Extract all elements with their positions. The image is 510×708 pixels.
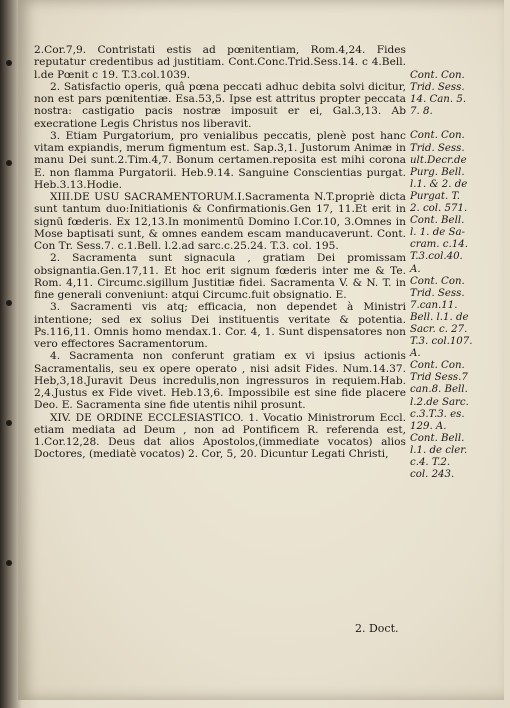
- binding-dot: [6, 420, 12, 426]
- margin-note-line: 14. Can. 5.: [410, 94, 467, 106]
- catchword: 2. Doct.: [355, 622, 399, 635]
- margin-note-line: Cont. Bell.: [410, 215, 465, 227]
- margin-note-line: [410, 118, 502, 130]
- margin-notes: [410, 70, 502, 481]
- margin-note-line: Cont. Con.: [410, 70, 465, 81]
- paragraph: 2.Cor.7,9. Contristati estis ad pœnitentiam, Rom.4,24. Fides reputatur credentibus ad justitiam. Cont.Conc.Trid.Sess.14. c 4.Bell. l.de Pœnit c 19. T.3.col.1039.: [34, 44, 406, 81]
- margin-note-line: Cont. Bell.: [410, 432, 465, 444]
- main-text-column: [34, 44, 406, 461]
- paragraph: 2. Sacramenta sunt signacula , gratiam Dei promissam obsignantia.Gen.17,11. Et hoc erit signum fœderis inter me & Te. Rom. 4,11. Circumc.sigillum Justitiæ fidei. Sacramenta V. & N. T. in fine generali conveniunt: atqui Circumc.fuit obsignatio. E.: [34, 252, 406, 301]
- paragraph: 2. Satisfactio operis, quâ pœna peccati adhuc debita solvi dicitur, non est pars pœnitentiæ. Esa.53,5. Ipse est attritus propter peccata nostra: castigatio pacis nostræ imposuit er ei, Gal.3,13. Ab execratione Legis Christus nos liberavit.: [34, 80, 406, 130]
- margin-note-line: c.3.T.3. es.: [410, 408, 465, 420]
- margin-note-line: col. 243.: [410, 469, 455, 481]
- margin-note-line: Trid. Sess.: [410, 142, 465, 154]
- paragraph: 4. Sacramenta non conferunt gratiam ex vi ipsius actionis Sacramentalis, seu ex opere operato , nisi adsit Fides. Num.14.37. Heb,3,18.Juravit Deus incredulis,non ingressuros in requiem.Hab. 2,4.Justus ex Fide vivet. Heb.13,6. Impossibile est sine fide placere Deo. E. Sacramenta sine fide utentis nihil prosunt.: [34, 350, 406, 412]
- margin-note-line: ult.Decr.de: [410, 154, 467, 166]
- margin-note-line: 7. 8.: [410, 106, 433, 118]
- margin-note-line: l. 1. de Sa-: [410, 227, 465, 239]
- margin-note-line: c.4. T.2.: [410, 457, 451, 468]
- section-heading-paragraph: XIV. DE ORDINE ECCLESIASTICO. 1. Vocatio Ministrorum Eccl. etiam mediata ad Deum , non ad Pontificem R. referenda est, 1.Cor.12,28. Deus dat alios Apostolos,(immediate vocatos) alios Doctores, (mediatè vocatos) 2. Cor, 5, 20. Dicuntur Legati Christi,: [34, 411, 406, 461]
- margin-note-line: 7.can.11.: [410, 299, 458, 311]
- margin-note-line: Cont. Con.: [410, 130, 465, 142]
- margin-note-line: T.3. col.107.: [410, 336, 473, 348]
- margin-note-line: l.1. & 2. de: [410, 178, 468, 190]
- binding-dot: [6, 60, 12, 66]
- section-heading-paragraph: XIII.DE USU SACRAMENTORUM.I.Sacramenta N.T.propriè dicta sunt tantum duo:Initiationis & Confirmationis.Gen 17, 11.Et erit in signū fœderis. Ex 12,13.In monimentū Domino I.Cor.10, 3.Omnes in Mose baptisati sunt, & omnes eandem escam manducaverunt. Cont. Con Tr. Sess.7. c.1.Bell. l.2.ad sarc.c.25.24. T.3. col. 195.: [34, 191, 406, 252]
- margin-note-line: l.2.de Sarc.: [410, 396, 469, 408]
- binding-dot: [6, 560, 12, 566]
- margin-note-line: 129. A.: [410, 420, 447, 432]
- margin-note-line: Purgat. T.: [410, 190, 460, 202]
- margin-note-line: l.1. de cler.: [410, 444, 468, 456]
- margin-note-line: cram. c.14.: [410, 239, 468, 251]
- margin-note-line: can.8. Bell.: [410, 384, 468, 396]
- binding-dot: [6, 300, 12, 306]
- margin-note-line: A.: [410, 348, 421, 360]
- gutter-binding: [4, 0, 16, 708]
- paragraph: 3. Etiam Purgatorium, pro venialibus peccatis, plenè post hanc vitam expiandis, merum figmentum est. Sap.3,1. Justorum Animæ in manu Dei sunt.2.Tim.4,7. Bonum certamen.reposita est mihi corona E. non flamma Purgatorii. Heb.9.14. Sanguine Conscientias purgat. Heb.3.13.Hodie.: [34, 129, 406, 191]
- margin-note-line: Cont. Con.: [410, 360, 465, 372]
- margin-note-line: Sacr. c. 27.: [410, 323, 468, 335]
- margin-note-line: Trid. Sess.: [410, 287, 465, 299]
- paragraph: 3. Sacramenti vis atq; efficacia, non dependet à Ministri intentione; sed ex solius Dei instituentis veritate & potentia. Ps.116,11. Omnis homo mendax.1. Cor. 4, 1. Sunt dispensatores non vero effectores Sacramentorum.: [34, 301, 406, 350]
- margin-note-line: Purg. Bell.: [410, 166, 465, 178]
- binding-dot: [6, 160, 12, 166]
- margin-note-line: Cont. Con.: [410, 275, 465, 287]
- margin-note-line: A.: [410, 263, 421, 275]
- margin-note-line: T.3.col.40.: [410, 251, 463, 263]
- margin-note-line: 2. col. 571.: [410, 203, 468, 215]
- margin-note-line: Bell. l.1. de: [410, 311, 469, 323]
- margin-note-line: Trid Sess.7: [410, 372, 468, 384]
- margin-note-line: Trid. Sess.: [410, 82, 465, 94]
